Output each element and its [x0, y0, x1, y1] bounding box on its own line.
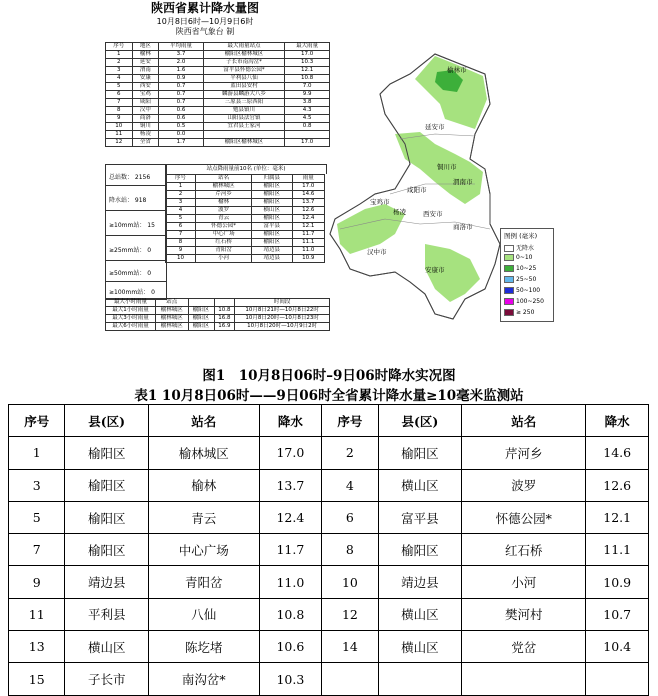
table-cell: 平利县 — [65, 598, 149, 630]
top10-cell: 2 — [166, 191, 196, 199]
top10-cell: 青云 — [196, 215, 252, 223]
district-cell: 3.8 — [285, 99, 330, 107]
district-cell: 蓝田县安村 — [203, 83, 284, 91]
main-table-header — [9, 405, 649, 437]
legend-swatch — [504, 287, 514, 294]
legend-label: 0~10 — [516, 254, 533, 261]
table-row — [9, 534, 649, 566]
table-cell — [378, 663, 462, 695]
district-cell: 1 — [106, 51, 133, 59]
table-cell: 6 — [322, 501, 378, 533]
legend-label: ≥ 250 — [516, 309, 535, 316]
district-cell: 0.6 — [159, 107, 204, 115]
table-cell: 榆阳区 — [65, 534, 149, 566]
legend-swatch — [504, 265, 514, 272]
table-cell: 波罗 — [462, 469, 586, 501]
table-cell: 榆阳区 — [378, 437, 462, 469]
table-row — [106, 315, 330, 323]
table-cell: 11.7 — [259, 534, 322, 566]
table-cell: 榆阳区 — [65, 501, 149, 533]
top10-cell: 14.6 — [292, 191, 324, 199]
table-cell: 富平县 — [378, 501, 462, 533]
legend-item — [504, 287, 552, 295]
table-row — [106, 139, 330, 147]
table-cell: 10.9 — [586, 566, 649, 598]
stat-text: 总站数： 2156 — [109, 173, 151, 181]
header-cell: 站名 — [462, 405, 586, 437]
district-cell: 5 — [106, 83, 133, 91]
map-legend — [500, 228, 554, 322]
table-cell: 12.1 — [586, 501, 649, 533]
top10-cell: 富平县 — [252, 223, 292, 231]
map-publisher: 陕西省气象台 制 — [175, 27, 235, 36]
table-row — [166, 223, 325, 231]
district-cell: 商洛 — [132, 115, 159, 123]
table-cell: 八仙 — [148, 598, 259, 630]
top10-cell: 靖边县 — [252, 247, 292, 255]
table-cell: 青阳岔 — [148, 566, 259, 598]
header-cell: 站名 — [148, 405, 259, 437]
header-cell: 降水 — [586, 405, 649, 437]
legend-item — [504, 298, 552, 306]
table-cell: 樊河村 — [462, 598, 586, 630]
top10-cell: 5 — [166, 215, 196, 223]
table-row — [166, 183, 325, 191]
legend-label: 25~50 — [516, 276, 537, 283]
district-cell: 榆阳区榆林城区 — [203, 51, 284, 59]
district-cell: 榆阳区榆林城区 — [203, 139, 284, 147]
stat-text: ≥25mm站： 0 — [109, 246, 152, 254]
legend-item — [504, 309, 552, 317]
top10-cell: 榆林 — [196, 199, 252, 207]
table-cell: 榆林 — [148, 469, 259, 501]
top10-cell: 1 — [166, 183, 196, 191]
hourly-cell: 榆阳区 — [188, 315, 214, 323]
table-cell: 7 — [9, 534, 65, 566]
table-cell: 子长市 — [65, 663, 149, 695]
city-label: 铜川市 — [437, 163, 457, 171]
table-row — [106, 323, 330, 331]
table-cell: 10 — [322, 566, 378, 598]
table-row — [166, 215, 325, 223]
table-cell: 1 — [9, 437, 65, 469]
table-cell: 11.1 — [586, 534, 649, 566]
table-cell: 怀德公园* — [462, 501, 586, 533]
city-label: 汉中市 — [367, 248, 387, 256]
table-cell: 13 — [9, 631, 65, 663]
table-cell: 17.0 — [259, 437, 322, 469]
district-cell: 7 — [106, 99, 133, 107]
stat-row — [106, 211, 166, 236]
table-row — [9, 663, 649, 695]
hourly-cell: 10月8日21时—10月8日22时 — [235, 307, 330, 315]
stat-row — [106, 236, 166, 261]
district-cell: 咸阳 — [132, 99, 159, 107]
top10-cell: 11.1 — [292, 239, 324, 247]
top10-cell: 榆阳区 — [252, 191, 292, 199]
table-row — [106, 99, 330, 107]
district-cell: 10.8 — [285, 75, 330, 83]
top10-cell: 9 — [166, 247, 196, 255]
top10-cell: 横山区 — [252, 207, 292, 215]
legend-title: 图例 (毫米) — [504, 232, 538, 240]
district-cell: 三原县三原西阳 — [203, 99, 284, 107]
district-cell: 10.3 — [285, 59, 330, 67]
district-cell: 安康 — [132, 75, 159, 83]
top10-cell: 靖边县 — [252, 255, 292, 263]
header-cell — [214, 299, 235, 307]
district-cell: 0.7 — [159, 83, 204, 91]
table-cell: 10.8 — [259, 598, 322, 630]
header-cell: 站名 — [196, 175, 252, 183]
top10-cell: 榆阳区 — [252, 199, 292, 207]
legend-swatch — [504, 309, 514, 316]
table-cell: 小河 — [462, 566, 586, 598]
header-cell: 雨量 — [292, 175, 324, 183]
table-cell: 陈圪堵 — [148, 631, 259, 663]
top10-cell: 12.1 — [292, 223, 324, 231]
city-label: 渭南市 — [453, 178, 473, 186]
district-cell: 12 — [106, 139, 133, 147]
hourly-cell: 最大3小时雨量 — [106, 315, 156, 323]
table-row — [166, 247, 325, 255]
table-cell: 10.6 — [259, 631, 322, 663]
top10-cell: 7 — [166, 231, 196, 239]
legend-swatch — [504, 298, 514, 305]
district-cell: 0.7 — [159, 91, 204, 99]
top10-cell: 10.9 — [292, 255, 324, 263]
table-cell: 靖边县 — [378, 566, 462, 598]
district-cell: 17.0 — [285, 139, 330, 147]
top10-stations-table — [165, 174, 325, 263]
table-cell — [322, 663, 378, 695]
figure-caption: 图1 10月8日06时–9日06时降水实况图 — [202, 368, 456, 384]
table-cell: 12.6 — [586, 469, 649, 501]
table-cell: 9 — [9, 566, 65, 598]
district-cell: 2.0 — [159, 59, 204, 67]
table-cell: 12 — [322, 598, 378, 630]
district-cell: 3.7 — [159, 51, 204, 59]
legend-item — [504, 243, 552, 251]
table-row — [106, 67, 330, 75]
city-label: 西安市 — [423, 210, 443, 218]
district-cell: 勉县镇川 — [203, 107, 284, 115]
table-cell: 15 — [9, 663, 65, 695]
table-row — [106, 131, 330, 139]
top10-cell: 10 — [166, 255, 196, 263]
top10-cell: 中心广场 — [196, 231, 252, 239]
table-cell: 14.6 — [586, 437, 649, 469]
table-cell: 党岔 — [462, 631, 586, 663]
table-cell: 8 — [322, 534, 378, 566]
legend-swatch — [504, 254, 514, 261]
district-cell: 4.3 — [285, 107, 330, 115]
table-cell: 横山区 — [378, 469, 462, 501]
header-cell: 地区 — [132, 43, 159, 51]
map-title: 陕西省累计降水量图 — [150, 1, 259, 15]
max-hourly-rain-table — [105, 298, 330, 331]
hourly-cell: 榆阳区 — [188, 323, 214, 331]
district-cell: 榆林 — [132, 51, 159, 59]
top10-cell: 红石桥 — [196, 239, 252, 247]
top10-cell: 17.0 — [292, 183, 324, 191]
header-cell: 平均雨量 — [159, 43, 204, 51]
table-row — [106, 59, 330, 67]
table-caption: 表1 10月8日06时——9日06时全省累计降水量≥10毫米监测站 — [134, 388, 524, 404]
header-cell: 序号 — [322, 405, 378, 437]
header-cell: 归属县 — [252, 175, 292, 183]
top10-cell: 波罗 — [196, 207, 252, 215]
top10-title: 站点降雨量前10名 (单位：毫米) — [165, 164, 327, 174]
table-cell: 芹河乡 — [462, 437, 586, 469]
district-cell: 7.0 — [285, 83, 330, 91]
district-cell: 西安 — [132, 83, 159, 91]
district-cell: 铜川 — [132, 123, 159, 131]
legend-label: 10~25 — [516, 265, 537, 272]
table-cell: 南沟岔* — [148, 663, 259, 695]
district-cell: 9 — [106, 115, 133, 123]
city-label: 宝鸡市 — [370, 198, 390, 206]
table-cell: 横山区 — [378, 598, 462, 630]
table-cell: 13.7 — [259, 469, 322, 501]
table-cell: 榆阳区 — [65, 469, 149, 501]
hourly-cell: 榆阳区 — [188, 307, 214, 315]
top10-cell: 怀德公园* — [196, 223, 252, 231]
table-row — [9, 566, 649, 598]
table-row — [9, 598, 649, 630]
table-cell: 11 — [9, 598, 65, 630]
district-cell: 0.7 — [159, 99, 204, 107]
table-cell: 3 — [9, 469, 65, 501]
table-cell — [586, 663, 649, 695]
district-cell: 9.9 — [285, 91, 330, 99]
table-row — [166, 191, 325, 199]
district-cell: 6 — [106, 91, 133, 99]
table-cell: 10.3 — [259, 663, 322, 695]
top10-cell: 榆阳区 — [252, 183, 292, 191]
header-cell: 最大雨量 — [285, 43, 330, 51]
table-cell: 10.7 — [586, 598, 649, 630]
city-label: 安康市 — [425, 266, 445, 274]
top10-cell: 11.0 — [292, 247, 324, 255]
table-cell: 榆阳区 — [378, 534, 462, 566]
city-label: 榆林市 — [447, 66, 467, 74]
header-cell: 序号 — [9, 405, 65, 437]
table-row — [106, 51, 330, 59]
stat-text: ≥10mm站： 15 — [109, 221, 155, 229]
district-cell — [203, 131, 284, 139]
table-cell: 青云 — [148, 501, 259, 533]
table-cell: 榆林城区 — [148, 437, 259, 469]
district-rainfall-table — [105, 42, 330, 147]
legend-item — [504, 254, 552, 262]
table-cell: 横山区 — [378, 631, 462, 663]
top10-cell: 4 — [166, 207, 196, 215]
district-cell: 子长市南沟岔* — [203, 59, 284, 67]
table-row — [106, 91, 330, 99]
district-cell: 8 — [106, 107, 133, 115]
district-cell: 1.6 — [159, 67, 204, 75]
district-cell: 3 — [106, 67, 133, 75]
district-cell — [285, 131, 330, 139]
table-cell: 11.0 — [259, 566, 322, 598]
district-cell: 宜君县王家河 — [203, 123, 284, 131]
table-row — [106, 307, 330, 315]
table-row — [166, 231, 325, 239]
top10-cell: 3 — [166, 199, 196, 207]
top10-cell: 8 — [166, 239, 196, 247]
hourly-cell: 榆林城区 — [156, 323, 189, 331]
hourly-cell: 最大6小时雨量 — [106, 323, 156, 331]
header-cell: 最大雨量站点 — [203, 43, 284, 51]
district-cell: 富平县怀德公园* — [203, 67, 284, 75]
top10-cell: 12.6 — [292, 207, 324, 215]
district-cell: 2 — [106, 59, 133, 67]
table-row — [166, 199, 325, 207]
table-cell: 靖边县 — [65, 566, 149, 598]
legend-item — [504, 265, 552, 273]
map-subtitle: 10月8日6时—10月9日6时 — [156, 17, 254, 26]
district-cell: 宝鸡 — [132, 91, 159, 99]
district-cell: 0.8 — [285, 123, 330, 131]
stat-text: ≥50mm站： 0 — [109, 269, 152, 277]
district-cell: 10 — [106, 123, 133, 131]
table-cell: 10.4 — [586, 631, 649, 663]
hourly-cell: 榆林城区 — [156, 315, 189, 323]
header-cell: 时间段 — [235, 299, 330, 307]
rainfall-station-table — [8, 404, 649, 696]
table-row — [106, 123, 330, 131]
table-row — [9, 437, 649, 469]
header-cell: 序号 — [166, 175, 196, 183]
city-label: 咸阳市 — [407, 186, 427, 194]
table-cell: 14 — [322, 631, 378, 663]
district-cell: 麟游县麟游大八乡 — [203, 91, 284, 99]
stat-text: ≥100mm站： 0 — [109, 288, 155, 296]
stat-text: 降水站： 918 — [109, 196, 147, 204]
hourly-cell: 16.8 — [214, 315, 235, 323]
table-cell: 4 — [322, 469, 378, 501]
header-cell: 县(区) — [65, 405, 149, 437]
city-label: 杨凌 — [393, 208, 406, 216]
district-cell: 0.6 — [159, 115, 204, 123]
header-cell: 降水 — [259, 405, 322, 437]
hourly-cell: 10月8日20时—10月8日23时 — [235, 315, 330, 323]
table-cell — [462, 663, 586, 695]
city-label: 延安市 — [425, 123, 445, 131]
district-table-header — [106, 43, 330, 51]
table-row — [166, 255, 325, 263]
top10-cell: 榆阳区 — [252, 215, 292, 223]
table-cell: 红石桥 — [462, 534, 586, 566]
legend-item — [504, 276, 552, 284]
header-cell: 站点 — [156, 299, 189, 307]
table-cell: 12.4 — [259, 501, 322, 533]
table-row — [166, 207, 325, 215]
table-row — [106, 115, 330, 123]
table-cell: 5 — [9, 501, 65, 533]
district-cell: 汉中 — [132, 107, 159, 115]
legend-label: 50~100 — [516, 287, 541, 294]
district-cell: 4.5 — [285, 115, 330, 123]
table-cell: 榆阳区 — [65, 437, 149, 469]
top10-cell: 榆阳区 — [252, 231, 292, 239]
table-row — [166, 239, 325, 247]
district-cell: 12.1 — [285, 67, 330, 75]
district-cell: 4 — [106, 75, 133, 83]
legend-swatch — [504, 245, 514, 252]
legend-swatch — [504, 276, 514, 283]
legend-label: 100~250 — [516, 298, 544, 305]
hourly-cell: 最大1小时雨量 — [106, 307, 156, 315]
top10-cell: 榆林城区 — [196, 183, 252, 191]
table-row — [9, 631, 649, 663]
stat-row — [106, 186, 166, 211]
hourly-cell: 10.8 — [214, 307, 235, 315]
district-cell: 全省 — [132, 139, 159, 147]
district-cell: 11 — [106, 131, 133, 139]
city-label: 商洛市 — [453, 223, 473, 231]
district-cell: 平利县八仙 — [203, 75, 284, 83]
district-cell: 1.7 — [159, 139, 204, 147]
district-cell: 0.5 — [159, 123, 204, 131]
hourly-cell: 10月8日20时—10月9日2时 — [235, 323, 330, 331]
top10-cell: 青阳岔 — [196, 247, 252, 255]
station-stats-box — [105, 164, 167, 300]
header-cell: 最大小时雨量 — [106, 299, 156, 307]
table-row — [106, 83, 330, 91]
district-cell: 山阳县法官镇 — [203, 115, 284, 123]
table-row — [106, 107, 330, 115]
header-cell — [188, 299, 214, 307]
top10-cell: 13.7 — [292, 199, 324, 207]
table-cell: 横山区 — [65, 631, 149, 663]
top10-cell: 12.4 — [292, 215, 324, 223]
table-row — [106, 75, 330, 83]
stat-row — [106, 165, 166, 186]
district-cell: 17.0 — [285, 51, 330, 59]
stat-row — [106, 261, 166, 282]
hourly-cell: 16.9 — [214, 323, 235, 331]
district-cell: 杨凌 — [132, 131, 159, 139]
top10-table-header — [166, 175, 325, 183]
district-cell: 0.9 — [159, 75, 204, 83]
top10-cell: 榆阳区 — [252, 239, 292, 247]
hourly-cell: 榆林城区 — [156, 307, 189, 315]
header-cell: 县(区) — [378, 405, 462, 437]
header-cell: 序号 — [106, 43, 133, 51]
table-cell: 中心广场 — [148, 534, 259, 566]
stat-row — [106, 282, 166, 299]
district-cell: 渭南 — [132, 67, 159, 75]
hourly-table-header — [106, 299, 330, 307]
table-row — [9, 469, 649, 501]
top10-cell: 6 — [166, 223, 196, 231]
district-cell: 0.0 — [159, 131, 204, 139]
table-row — [9, 501, 649, 533]
district-cell: 延安 — [132, 59, 159, 67]
table-cell: 2 — [322, 437, 378, 469]
top10-cell: 小河 — [196, 255, 252, 263]
top10-cell: 11.7 — [292, 231, 324, 239]
legend-label: 无降水 — [516, 245, 535, 252]
top10-cell: 芹河乡 — [196, 191, 252, 199]
